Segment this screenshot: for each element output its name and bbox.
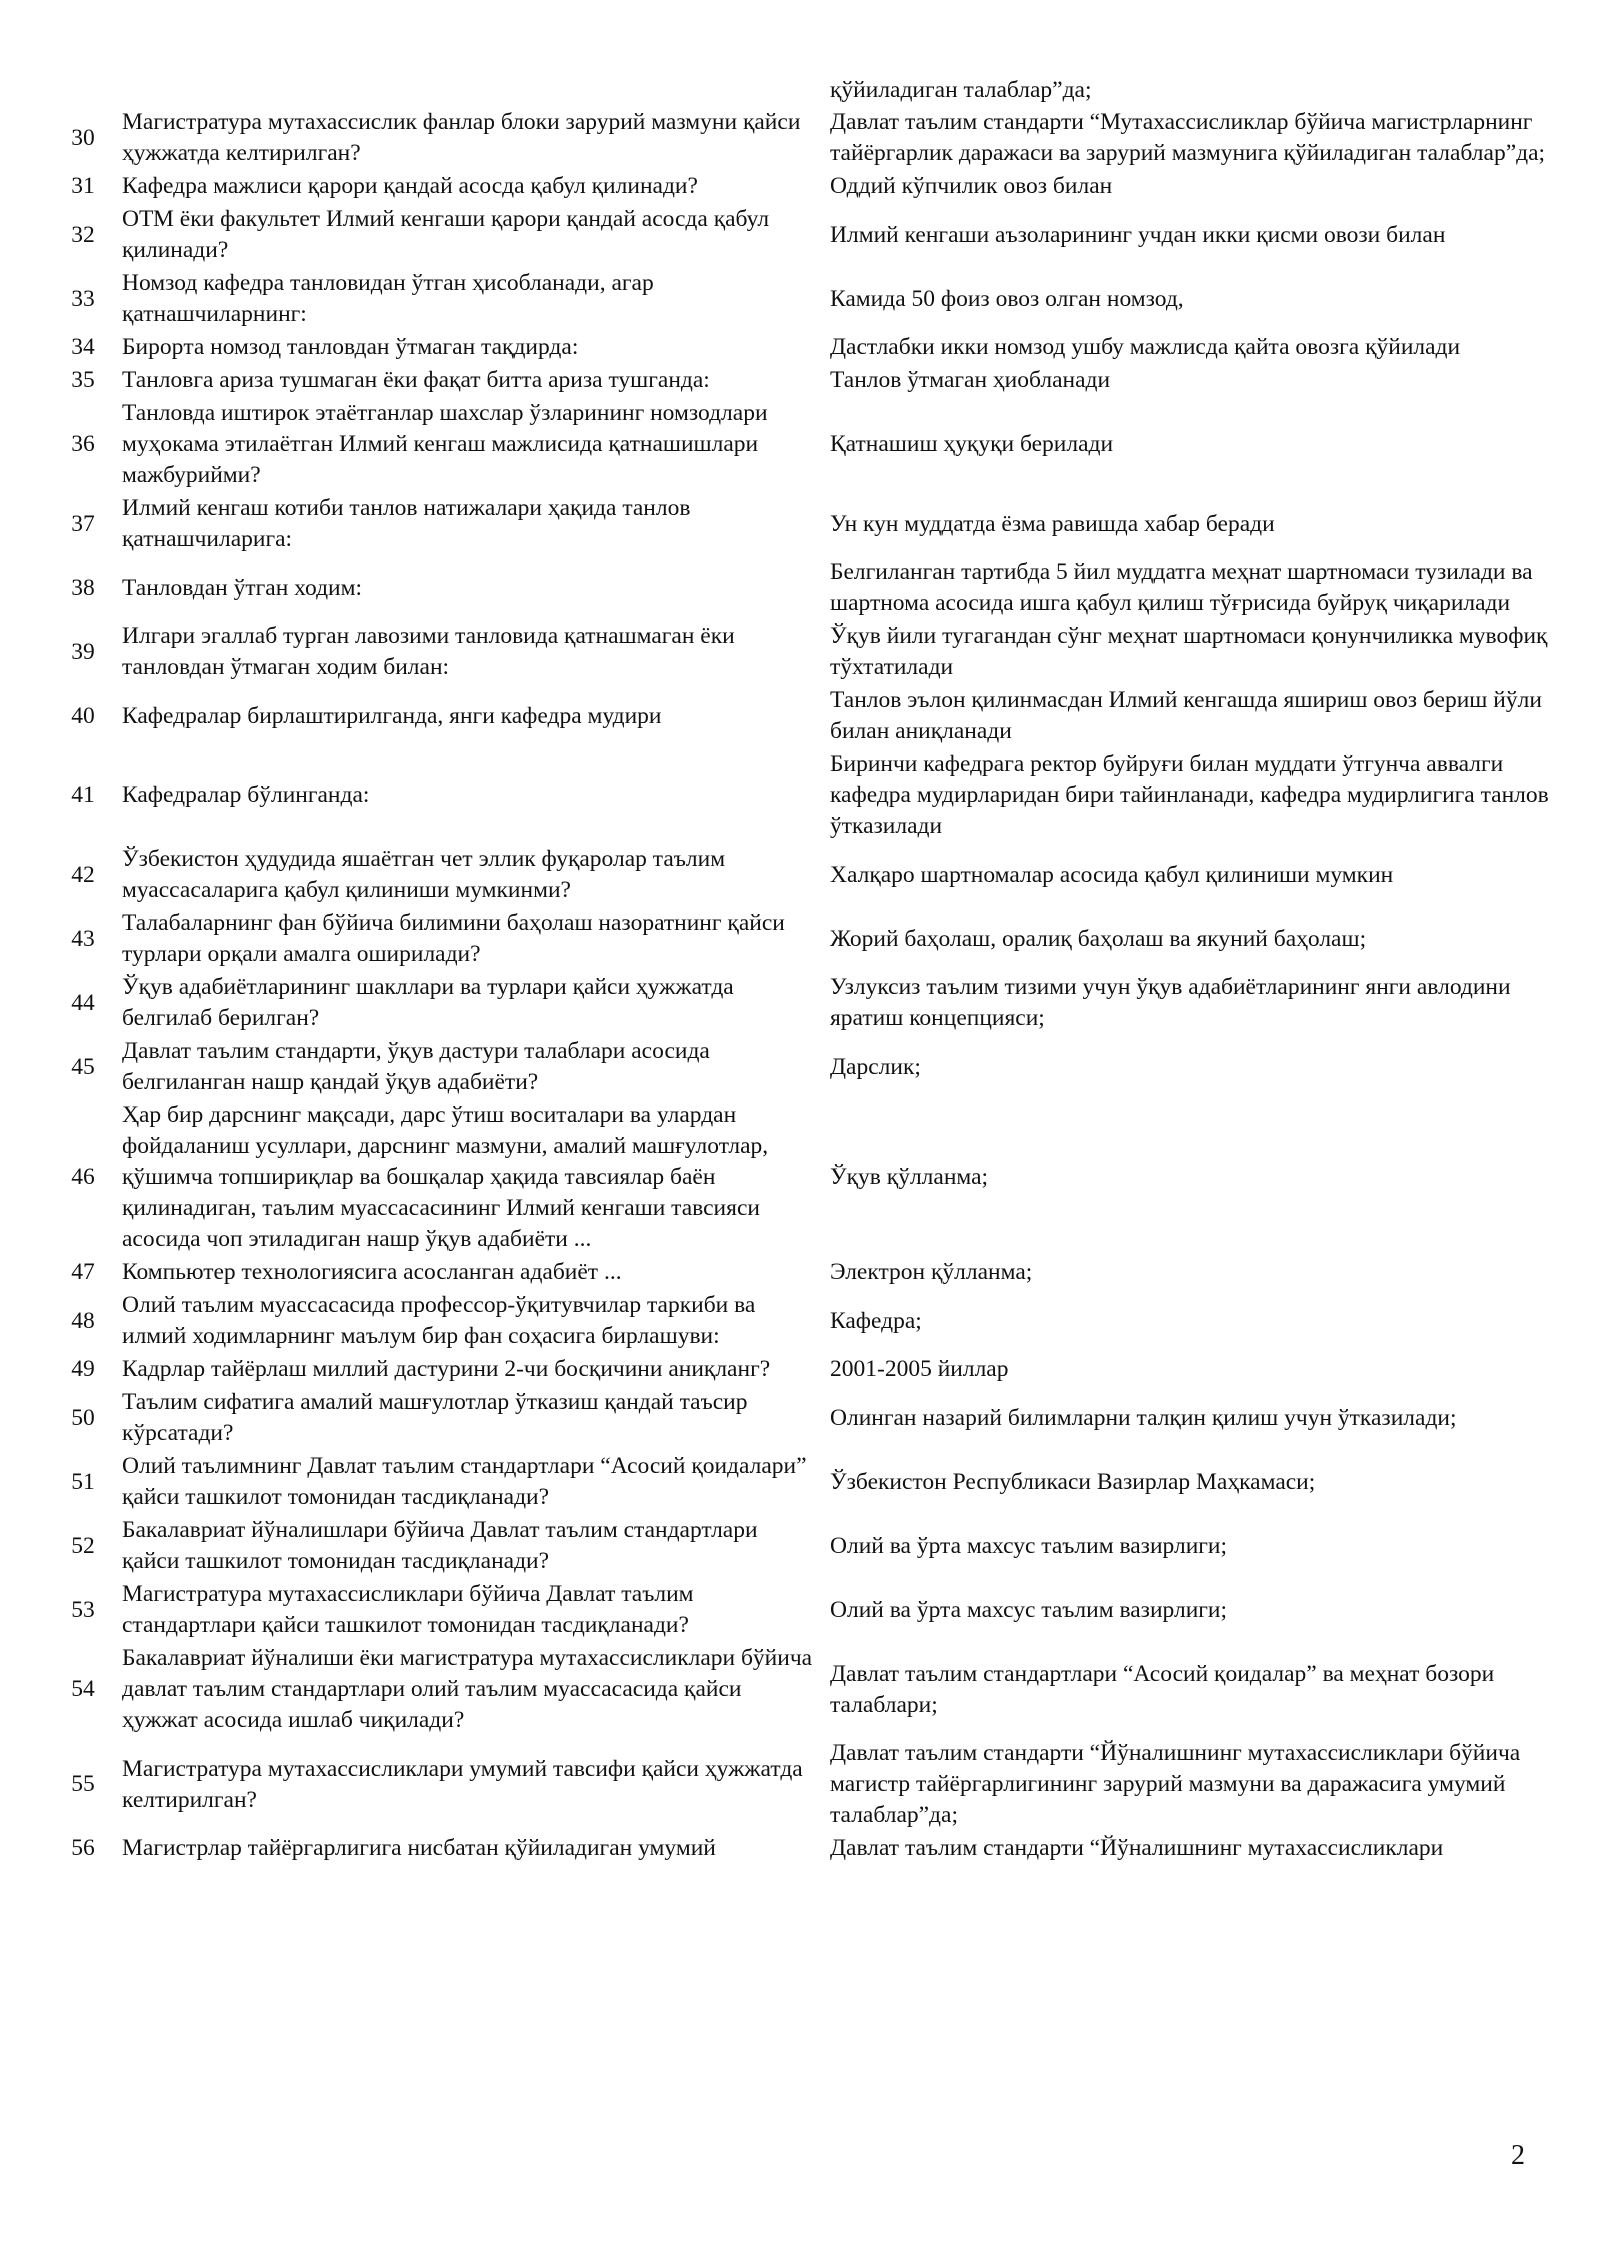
question-number: 32	[71, 221, 95, 248]
carry-over-number-cell	[60, 75, 112, 106]
answer-text: Танлов ўтмаган ҳиобланади	[830, 367, 1111, 393]
question-text: Бакалавриат йўналиши ёки магистратура мутахассисликлари бўйича давлат таълим стандартлари олий таълим муассасасида қайси ҳужжат асосида ишлаб чиқилади?	[122, 1645, 813, 1733]
question-text: Магистратура мутахассисликлари умумий тавсифи қайси ҳужжатда келтирилган?	[122, 1755, 803, 1813]
question-text: Магистратура мутахассисликлари бўйича Давлат таълим стандартлари қайси ташкилот томонидан тасдиқланади?	[122, 1581, 694, 1638]
question-row	[60, 1035, 1560, 1099]
question-text: Бироpта номзод танловдан ўтмаган тақдирда:	[122, 334, 579, 360]
answer-text: Давлат таълим стандарти “Йўналишнинг мутахассисликлари бўйича магистр тайёргарлигининг зарурий мазмуни ва даражасига умумий талаблар”да;	[830, 1740, 1521, 1828]
question-number: 39	[71, 638, 95, 665]
question-text: Кафедралар бўлинганда:	[122, 782, 370, 808]
answer-text: Ўқув йили тугагандан сўнг меҳнат шартномаси қонунчиликка мувофиқ тўхтатилади	[830, 623, 1548, 680]
question-number: 44	[71, 989, 95, 1016]
question-text: Магистрлар тайёргарлигига нисбатан қўйиладиган умумий	[122, 1835, 716, 1861]
question-number: 49	[71, 1356, 95, 1382]
question-row	[60, 364, 1560, 397]
answer-text: Олинган назарий билимларни талқин қилиш учун ўтказилади;	[830, 1404, 1457, 1431]
question-text: Танловдан ўтган ходим:	[122, 574, 363, 601]
answer-text: Белгиланган тартибда 5 йил муддатга меҳнат шартномаси тузилади ва шартнома асосида ишга қабул қилиш тўғрисида буйруқ чиқарилади	[830, 559, 1533, 616]
question-number: 30	[71, 124, 95, 151]
answer-text: Жорий баҳолаш, оралиқ баҳолаш ва якуний баҳолаш;	[830, 925, 1367, 952]
question-row	[60, 1289, 1560, 1353]
question-number: 34	[71, 334, 95, 360]
page-number: 2	[1511, 2140, 1525, 2171]
question-number: 37	[71, 510, 95, 537]
question-row	[60, 492, 1560, 556]
answer-text: Қатнашиш ҳуқуқи берилади	[830, 431, 1114, 457]
question-number: 41	[71, 782, 95, 808]
question-number: 47	[71, 1259, 95, 1285]
question-number: 52	[71, 1532, 95, 1559]
answer-text: Ўзбекистон Республикаси Вазирлар Маҳкамаси;	[830, 1468, 1316, 1495]
question-text: Давлат таълим стандарти, ўқув дастури талаблари асосида белгиланган нашр қандай ўқув адабиёти?	[122, 1038, 710, 1095]
answer-text: Давлат таълим стандарти “Йўналишнинг мутахассисликлари	[830, 1835, 1444, 1861]
question-number: 42	[71, 861, 95, 888]
question-text: Кадрлар тайёрлаш миллий дастурини 2-чи босқичини аниқланг?	[122, 1356, 771, 1382]
question-number: 46	[71, 1164, 95, 1190]
answer-text: Биринчи кафедрага ректор буйруғи билан муддати ўтгунча аввалги кафедра мудирларидан бири тайинланади, кафедра мудирлигига танлов ўтказилади	[830, 751, 1549, 839]
question-row	[60, 397, 1560, 492]
answer-text: Дарслик;	[830, 1053, 921, 1080]
question-row	[60, 170, 1560, 203]
question-row	[60, 1832, 1560, 1865]
question-text: Илмий кенгаш котиби танлов натижалари ҳақида танлов қатнашчиларига:	[122, 495, 691, 552]
question-text: Илгари эгаллаб турган лавозими танловида қатнашмаган ёки танловдан ўтмаган ходим билан:	[122, 623, 735, 680]
question-row	[60, 907, 1560, 971]
answer-text: Оддий кўпчилик овоз билан	[830, 173, 1113, 199]
question-row	[60, 971, 1560, 1035]
answer-text: Давлат таълим стандартлари “Асосий қоидалар” ва меҳнат бозори талаблари;	[830, 1660, 1495, 1718]
question-text: Олий таълим муассасасида профессор-ўқитувчилар таркиби ва илмий ходимларнинг маълум бир фан соҳасига бирлашуви:	[122, 1292, 756, 1349]
question-row	[60, 331, 1560, 364]
question-number: 38	[71, 574, 95, 601]
question-number: 53	[71, 1596, 95, 1623]
answer-text: Кафедра;	[830, 1307, 922, 1334]
question-number: 56	[71, 1835, 95, 1861]
question-row	[60, 1353, 1560, 1386]
answer-text: Ун кун муддатда ёзма равишда хабар беради	[830, 510, 1275, 537]
carry-over-question-cell	[112, 75, 822, 106]
question-text: Кафедралар бирлаштирилганда, янги кафедра мудири	[122, 702, 662, 729]
question-row	[60, 203, 1560, 267]
question-text: Ҳар бир дарснинг мақсади, дарс ўтиш воситалари ва улардан фойдаланиш усуллари, дарснинг мазмуни, амалий машғулотлар, қўшимча топшириқлар ва бошқалар ҳақида тавсиялар баён қилинадиган, таълим муассасасининг Илмий кенгаши тавсияси асосида чоп этиладиган нашр ўқув адабиёти ...	[122, 1102, 769, 1252]
question-row	[60, 1450, 1560, 1514]
questions-table	[60, 75, 1560, 1865]
question-number: 35	[71, 367, 95, 393]
question-row	[60, 1099, 1560, 1256]
carry-over-row	[60, 75, 1560, 106]
question-row	[60, 106, 1560, 170]
question-text: Танловда иштирок этаётганлар шахслар ўзларининг номзодлари муҳокама этилаётган Илмий кенгаш мажлисида қатнашишлари мажбурийми?	[122, 400, 768, 488]
answer-text: Давлат таълим стандарти “Мутахассисликлар бўйича магистрларнинг тайёргарлик даражаси ва зарурий мазмунига қўйиладиган талаблар”да;	[830, 109, 1546, 166]
answer-text: Узлуксиз таълим тизими учун ўқув адабиётларининг янги авлодини яратиш концепцияси;	[830, 974, 1511, 1031]
question-row	[60, 1256, 1560, 1289]
question-text: Бакалавриат йўналишлари бўйича Давлат таълим стандартлари қайси ташкилот томонидан тасдиқланади?	[122, 1517, 758, 1574]
question-row	[60, 748, 1560, 843]
answer-text: Дастлабки икки номзод ушбу мажлисда қайта овозга қўйилади	[830, 334, 1461, 360]
question-number: 43	[71, 925, 95, 952]
question-number: 54	[71, 1676, 95, 1702]
question-number: 51	[71, 1468, 95, 1495]
question-row	[60, 1642, 1560, 1737]
question-text: Таълим сифатига амалий машғулотлар ўтказиш қандай таъсир кўрсатади?	[122, 1389, 748, 1446]
question-number: 31	[71, 173, 95, 199]
question-text: Талабаларнинг фан бўйича билимини баҳолаш назоратнинг қайси турлари орқали амалга оширилади?	[122, 910, 785, 967]
answer-text: Электрон қўлланма;	[830, 1259, 1033, 1285]
carry-over-answer-cell: қўйиладиган талаблар”да;	[830, 77, 1092, 103]
question-number: 40	[71, 702, 95, 729]
question-text: Ўқув адабиётларининг шакллари ва турлари қайси ҳужжатда белгилаб берилган?	[122, 974, 734, 1031]
question-text: Олий таълимнинг Давлат таълим стандартлари “Асосий қоидалари” қайси ташкилот томонидан тасдиқланади?	[122, 1453, 807, 1510]
question-text: Номзод кафедра танловидан ўтган ҳисобланади, агар қатнашчиларнинг:	[122, 270, 654, 327]
question-number: 50	[71, 1404, 95, 1431]
questions-table-body	[60, 75, 1560, 1865]
question-text: Магистратура мутахассислик фанлар блоки зарурий мазмуни қайси ҳужжатда келтирилган?	[122, 109, 801, 166]
question-row	[60, 556, 1560, 620]
question-text: ОТМ ёки факультет Илмий кенгаши қарори қандай асосда қабул қилинади?	[122, 206, 770, 263]
question-number: 33	[71, 285, 95, 312]
question-number: 36	[71, 431, 95, 457]
question-number: 55	[71, 1771, 95, 1797]
question-text: Кафедра мажлиси қарори қандай асосда қабул қилинади?	[122, 173, 698, 199]
answer-text: Халқаро шартномалар асосида қабул қилиниши мумкин	[830, 861, 1394, 888]
question-row	[60, 843, 1560, 907]
question-row	[60, 620, 1560, 684]
question-row	[60, 1514, 1560, 1578]
answer-text: Ўқув қўлланма;	[830, 1164, 989, 1190]
question-text: Танловга ариза тушмаган ёки фақат битта ариза тушганда:	[122, 367, 710, 393]
question-text: Ўзбекистон ҳудудида яшаётган чет эллик фуқаролар таълим муассасаларига қабул қилиниши мумкинми?	[122, 846, 726, 903]
answer-text: Илмий кенгаши аъзоларининг учдан икки қисми овози билан	[830, 221, 1446, 248]
answer-text: Олий ва ўрта махсус таълим вазирлиги;	[830, 1532, 1228, 1559]
question-row	[60, 267, 1560, 331]
answer-text: Камида 50 фоиз овоз олган номзод,	[830, 285, 1184, 312]
answer-text: Танлов эълон қилинмасдан Илмий кенгашда яшириш овоз бериш йўли билан аниқланади	[830, 687, 1542, 744]
question-row	[60, 1386, 1560, 1450]
answer-text: 2001-2005 йиллар	[830, 1356, 1009, 1382]
question-row	[60, 1737, 1560, 1832]
question-row	[60, 1578, 1560, 1642]
question-text: Компьютер технологиясига асосланган адабиёт ...	[122, 1259, 622, 1285]
question-row	[60, 684, 1560, 748]
answer-text: Олий ва ўрта махсус таълим вазирлиги;	[830, 1596, 1228, 1623]
question-number: 45	[71, 1053, 95, 1080]
question-number: 48	[71, 1307, 95, 1334]
